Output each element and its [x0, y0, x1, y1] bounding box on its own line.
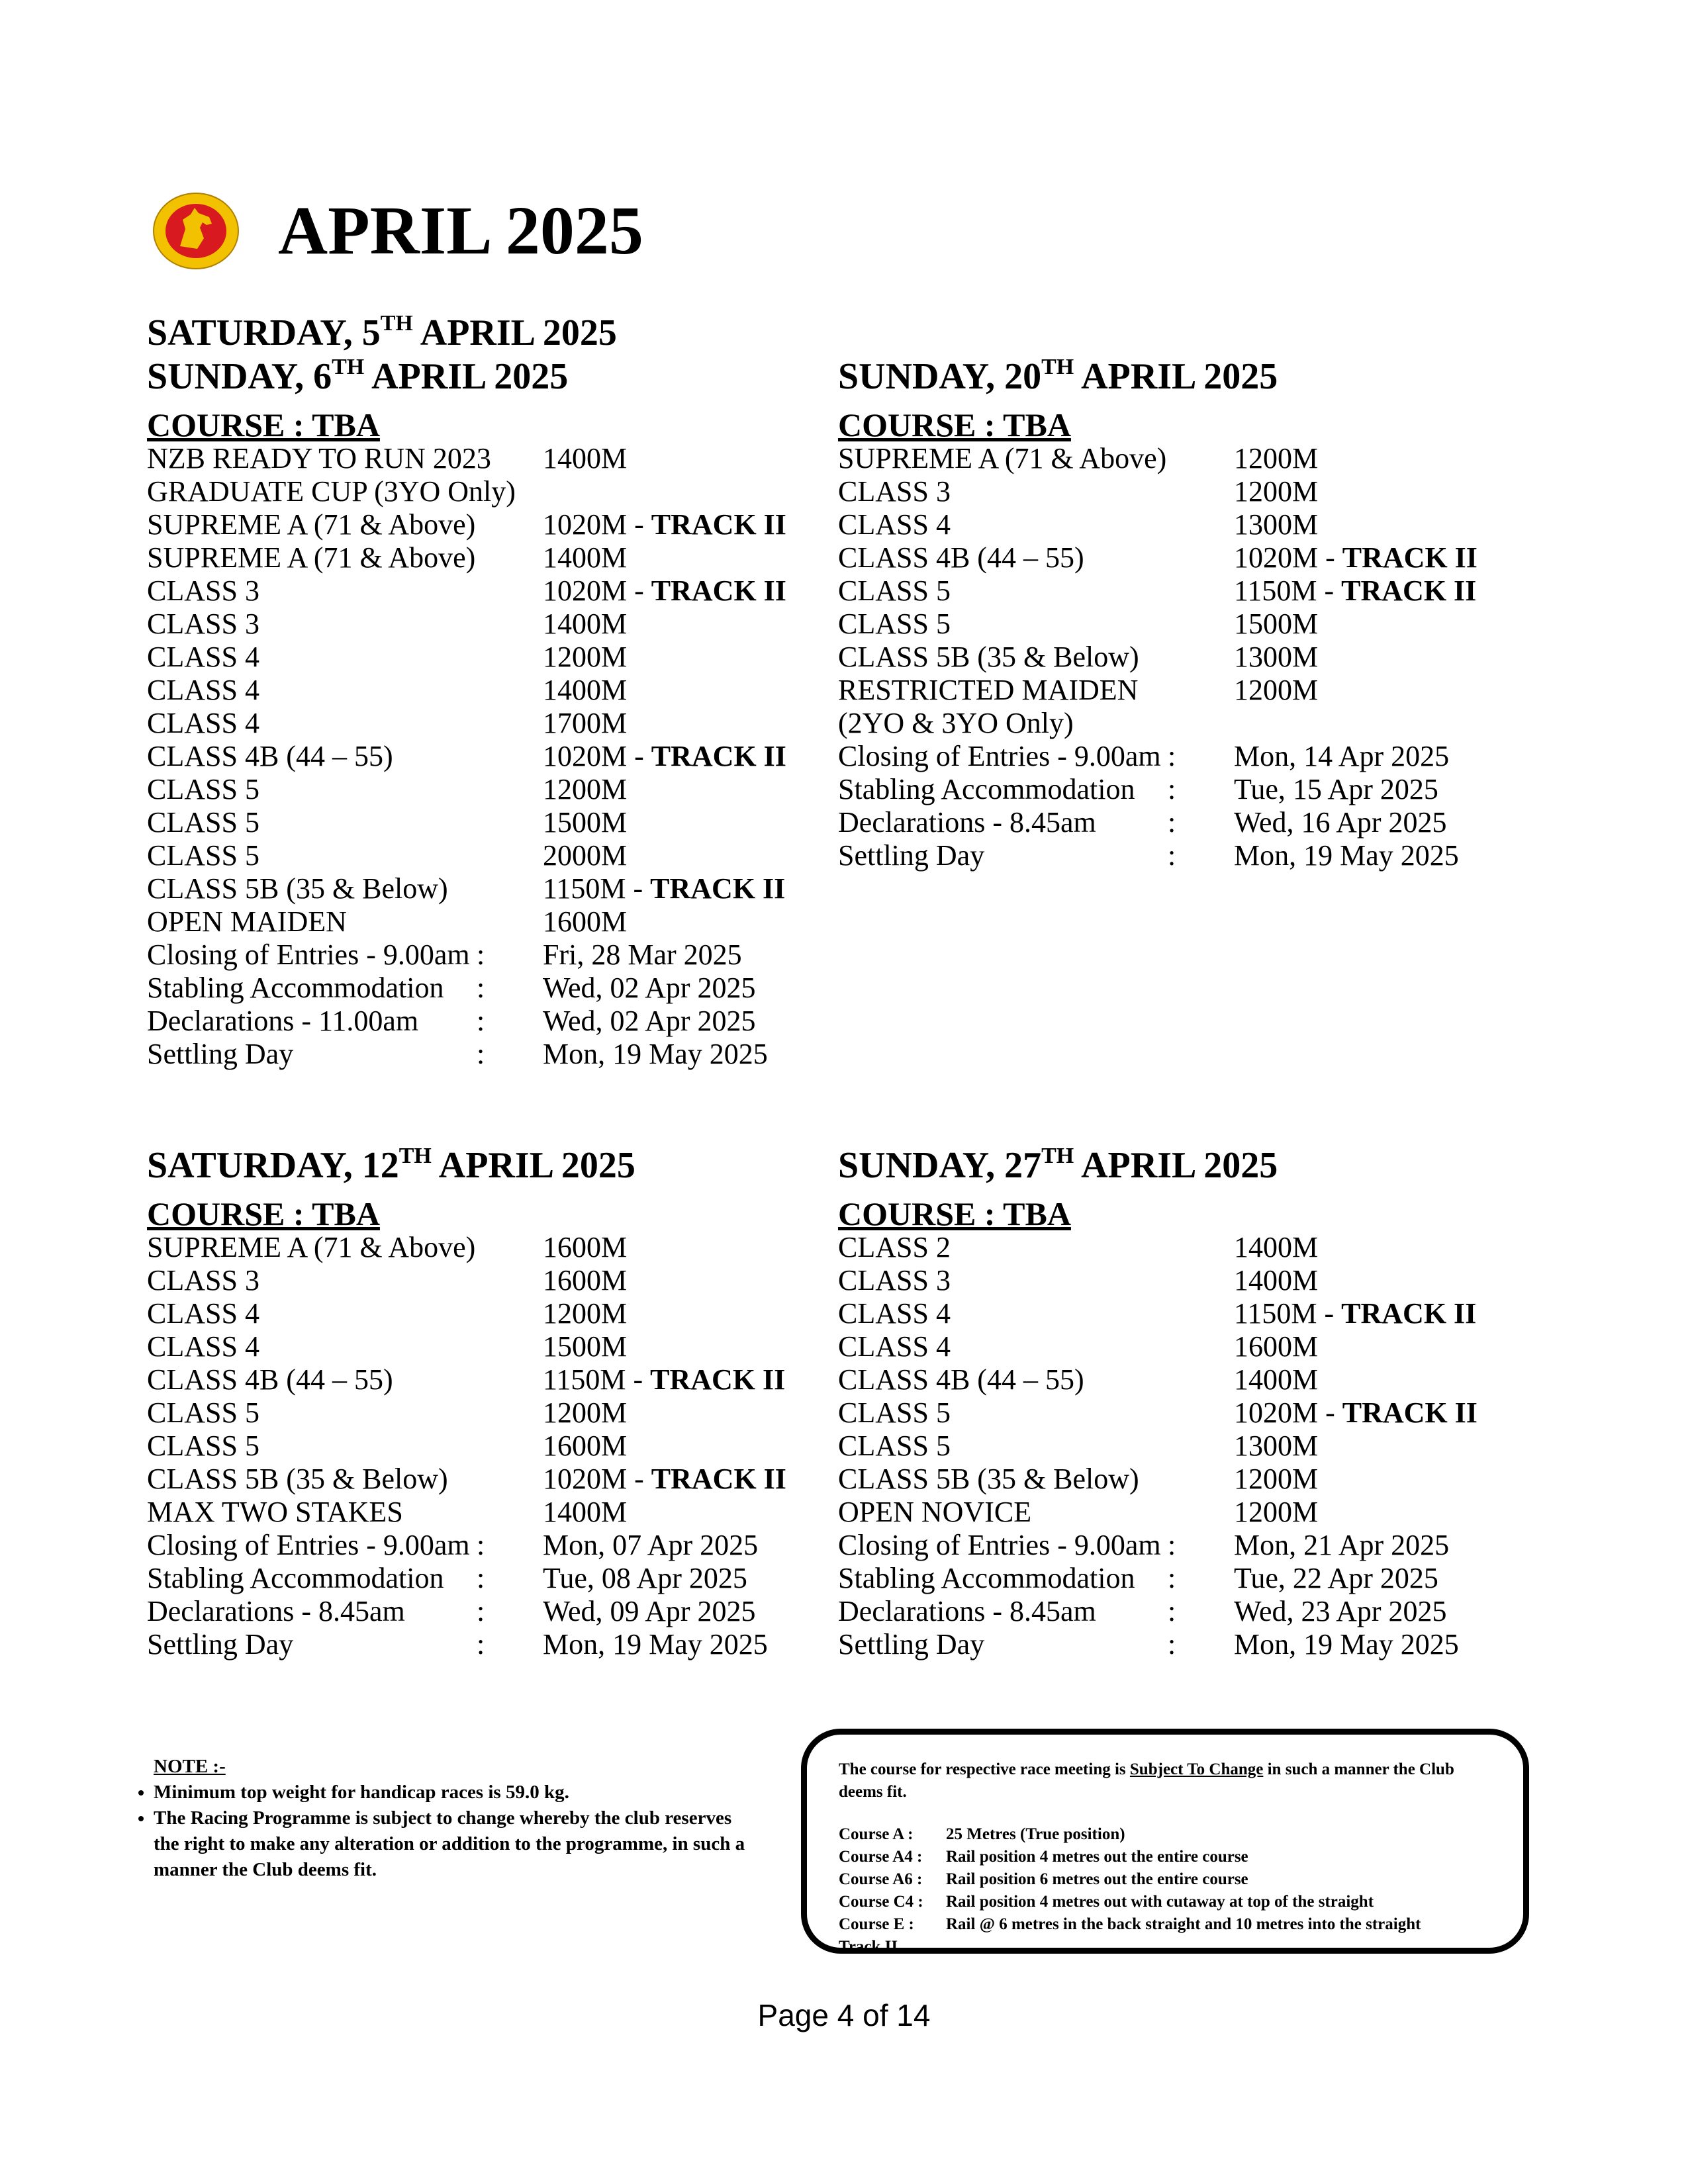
race-distance: 1200M [1234, 1463, 1319, 1495]
race-name: CLASS 4B (44 – 55) [838, 541, 1084, 574]
meeting-block-27-april [838, 1144, 1526, 1661]
race-distance: 1020M - [543, 508, 651, 541]
race-row [838, 674, 1526, 707]
race-name: CLASS 4B (44 – 55) [147, 1363, 393, 1396]
entry-info-value: Mon, 07 Apr 2025 [543, 1529, 759, 1561]
note-item: • The Racing Programme is subject to change whereby the club reserves the right to make any alteration or addition to the programme, in such a manner the Club deems fit. [154, 1805, 761, 1883]
course-definition: Course C4 : Rail position 4 metres out with cutaway at top of the straight [839, 1893, 1374, 1911]
race-distance: 1600M [543, 1231, 628, 1263]
club-logo-icon [151, 191, 241, 271]
entry-info-label: Settling Day [838, 839, 985, 872]
race-name: SUPREME A (71 & Above) [838, 442, 1167, 475]
race-distance: 1020M - [543, 574, 651, 607]
page-title: APRIL 2025 [278, 193, 643, 269]
entry-info-row [147, 1529, 835, 1562]
race-distance: 1300M [1234, 1430, 1319, 1462]
entry-info-separator: : [477, 1529, 485, 1561]
race-row [838, 641, 1526, 674]
race-row [838, 508, 1526, 541]
race-distance: 1200M [1234, 442, 1319, 475]
race-name: CLASS 3 [147, 608, 259, 640]
entry-info-value: Mon, 19 May 2025 [543, 1628, 768, 1661]
race-distance: 1200M [543, 773, 628, 805]
entry-info-label: Closing of Entries - 9.00am [838, 1529, 1161, 1561]
entry-info-separator: : [477, 1038, 485, 1070]
race-name: SUPREME A (71 & Above) [147, 1231, 476, 1263]
course-definition: Track II [839, 1938, 898, 1956]
race-row [838, 707, 1526, 740]
race-name: CLASS 5 [838, 608, 951, 640]
race-distance: 1700M [543, 707, 628, 739]
entry-info-separator: : [477, 972, 485, 1004]
race-distance: 1500M [1234, 608, 1319, 640]
entry-info-separator: : [1168, 1529, 1176, 1561]
race-name: CLASS 4 [147, 641, 259, 673]
race-name: CLASS 4 [147, 1297, 259, 1330]
race-name: CLASS 5B (35 & Below) [147, 1463, 448, 1495]
race-distance: 2000M [543, 839, 628, 872]
note-item: • Minimum top weight for handicap races is 59.0 kg. [154, 1780, 761, 1805]
meeting-block-20-april [838, 355, 1526, 872]
entry-info-separator: : [1168, 1628, 1176, 1661]
entry-info [147, 1529, 835, 1661]
entry-info-value: Wed, 23 Apr 2025 [1234, 1595, 1447, 1627]
race-distance: 1400M [543, 674, 628, 706]
race-distance: 1400M [543, 1496, 628, 1528]
race-row [147, 905, 835, 938]
race-row [147, 475, 835, 508]
meeting-block-5-6-april [147, 311, 835, 1071]
race-name: MAX TWO STAKES [147, 1496, 403, 1528]
race-row [147, 839, 835, 872]
entry-info-row [838, 1628, 1526, 1661]
course-definition: Course E : Rail @ 6 metres in the back straight and 10 metres into the straight [839, 1915, 1421, 1933]
race-row [838, 608, 1526, 641]
course-definition: Course A6 : Rail position 6 metres out the entire course [839, 1870, 1248, 1888]
race-name: CLASS 4 [147, 674, 259, 706]
entry-info-label: Closing of Entries - 9.00am [838, 740, 1161, 772]
course-info-box [801, 1729, 1529, 1954]
race-name: CLASS 5 [147, 839, 259, 872]
entry-info [838, 740, 1526, 872]
race-row [147, 674, 835, 707]
race-row [147, 541, 835, 574]
race-distance: 1150M - [543, 872, 651, 905]
race-distance: 1200M [1234, 674, 1319, 706]
race-distance: 1500M [543, 806, 628, 839]
race-name: CLASS 5 [147, 806, 259, 839]
race-distance: 1020M - [1234, 541, 1342, 574]
entry-info-value: Fri, 28 Mar 2025 [543, 938, 742, 971]
race-name: CLASS 2 [838, 1231, 951, 1263]
course-info-intro: The course for respective race meeting is Subject To Change in such a manner the Club deems fit. [839, 1760, 1454, 1801]
course-label: COURSE : TBA [838, 1195, 1071, 1232]
entry-info-value: Mon, 14 Apr 2025 [1234, 740, 1450, 772]
race-row [147, 1430, 835, 1463]
race-name: CLASS 4 [147, 707, 259, 739]
race-name: RESTRICTED MAIDEN [838, 674, 1139, 706]
page-number: Page 4 of 14 [757, 1998, 931, 2032]
race-distance: 1300M [1234, 508, 1319, 541]
entry-info-value: Mon, 19 May 2025 [1234, 1628, 1459, 1661]
race-row [838, 442, 1526, 475]
race-row [147, 806, 835, 839]
race-name: CLASS 5 [147, 1396, 259, 1429]
race-distance: 1400M [1234, 1363, 1319, 1396]
race-row [147, 773, 835, 806]
race-row [147, 508, 835, 541]
entry-info-separator: : [477, 1562, 485, 1594]
entry-info-value: Wed, 02 Apr 2025 [543, 972, 756, 1004]
race-distance: 1150M - [543, 1363, 651, 1396]
race-distance: 1600M [543, 1430, 628, 1462]
entry-info-label: Closing of Entries - 9.00am [147, 1529, 470, 1561]
race-distance: 1400M [543, 608, 628, 640]
race-row [147, 442, 835, 475]
entry-info-label: Declarations - 8.45am [838, 806, 1096, 839]
race-name: CLASS 4 [838, 1297, 951, 1330]
race-distance: 1150M - [1234, 574, 1342, 607]
entry-info-separator: : [477, 1595, 485, 1627]
race-row [838, 1264, 1526, 1297]
race-row [838, 1430, 1526, 1463]
race-name: CLASS 5 [147, 1430, 259, 1462]
entry-info-row [838, 740, 1526, 773]
race-row [838, 1396, 1526, 1430]
entry-info-row [147, 938, 835, 972]
race-row [838, 1297, 1526, 1330]
entry-info-label: Stabling Accommodation [838, 773, 1135, 805]
course-definition: Course A4 : Rail position 4 metres out the entire course [839, 1848, 1248, 1866]
note-title: NOTE :- [154, 1756, 226, 1777]
race-name: CLASS 5 [838, 1430, 951, 1462]
race-distance: 1400M [543, 541, 628, 574]
race-name: OPEN NOVICE [838, 1496, 1032, 1528]
entry-info-separator: : [1168, 1562, 1176, 1594]
race-name: CLASS 4B (44 – 55) [838, 1363, 1084, 1396]
race-row [838, 1363, 1526, 1396]
entry-info-row [147, 1562, 835, 1595]
race-row [147, 1496, 835, 1529]
course-label: COURSE : TBA [838, 406, 1071, 443]
meeting-date-heading: SUNDAY, 6TH APRIL 2025 [147, 355, 569, 397]
meeting-date-heading: SATURDAY, 12TH APRIL 2025 [147, 1144, 635, 1186]
race-list [838, 442, 1526, 740]
race-row [147, 1463, 835, 1496]
race-name: CLASS 5B (35 & Below) [147, 872, 448, 905]
race-row [147, 608, 835, 641]
entry-info [147, 938, 835, 1071]
race-name: CLASS 3 [838, 475, 951, 508]
meeting-date-heading: SUNDAY, 20TH APRIL 2025 [838, 355, 1278, 397]
entry-info-value: Wed, 09 Apr 2025 [543, 1595, 756, 1627]
race-distance: 1200M [543, 1297, 628, 1330]
entry-info-label: Declarations - 8.45am [838, 1595, 1096, 1627]
race-track: TRACK II [1342, 1396, 1477, 1429]
race-distance: 1200M [1234, 1496, 1319, 1528]
race-name: CLASS 4 [838, 508, 951, 541]
entry-info-value: Mon, 19 May 2025 [1234, 839, 1459, 872]
entry-info-row [838, 1595, 1526, 1628]
race-distance: 1400M [543, 442, 628, 475]
course-label: COURSE : TBA [147, 406, 380, 443]
entry-info-label: Declarations - 8.45am [147, 1595, 405, 1627]
race-list [147, 1231, 835, 1529]
race-name: CLASS 3 [147, 1264, 259, 1297]
entry-info [838, 1529, 1526, 1661]
race-track: TRACK II [1341, 574, 1477, 607]
entry-info-row [147, 972, 835, 1005]
race-distance: 1200M [543, 1396, 628, 1429]
race-name: SUPREME A (71 & Above) [147, 541, 476, 574]
race-track: TRACK II [1341, 1297, 1477, 1330]
race-track: TRACK II [651, 574, 786, 607]
race-row [147, 1363, 835, 1396]
note-section [99, 1754, 761, 1883]
entry-info-label: Settling Day [838, 1628, 985, 1661]
entry-info-separator: : [1168, 806, 1176, 839]
entry-info-value: Mon, 21 Apr 2025 [1234, 1529, 1450, 1561]
race-name: CLASS 4 [838, 1330, 951, 1363]
entry-info-value: Mon, 19 May 2025 [543, 1038, 768, 1070]
race-name: NZB READY TO RUN 2023 [147, 442, 491, 475]
page-header [151, 188, 643, 274]
race-name: CLASS 3 [838, 1264, 951, 1297]
entry-info-separator: : [477, 1628, 485, 1661]
entry-info-value: Tue, 08 Apr 2025 [543, 1562, 747, 1594]
race-name: CLASS 4B (44 – 55) [147, 740, 393, 772]
race-row [838, 1496, 1526, 1529]
entry-info-separator: : [1168, 740, 1176, 772]
race-row [147, 1297, 835, 1330]
race-row [838, 574, 1526, 608]
meeting-date-heading: SATURDAY, 5TH APRIL 2025 [147, 311, 617, 353]
race-name: CLASS 5 [147, 773, 259, 805]
note-list [99, 1780, 761, 1883]
entry-info-row [838, 1562, 1526, 1595]
race-track: TRACK II [651, 1463, 786, 1495]
entry-info-row [838, 806, 1526, 839]
entry-info-value: Tue, 15 Apr 2025 [1234, 773, 1438, 805]
race-name: CLASS 4 [147, 1330, 259, 1363]
entry-info-separator: : [1168, 773, 1176, 805]
meeting-date-heading: SUNDAY, 27TH APRIL 2025 [838, 1144, 1278, 1186]
entry-info-label: Stabling Accommodation [838, 1562, 1135, 1594]
race-list [147, 442, 835, 938]
race-row [147, 872, 835, 905]
entry-info-row [147, 1595, 835, 1628]
race-name: CLASS 3 [147, 574, 259, 607]
entry-info-row [838, 1529, 1526, 1562]
race-distance: 1500M [543, 1330, 628, 1363]
race-row [147, 1231, 835, 1264]
race-name: (2YO & 3YO Only) [838, 707, 1074, 739]
race-row [147, 707, 835, 740]
entry-info-row [838, 773, 1526, 806]
entry-info-row [838, 839, 1526, 872]
race-row [147, 1396, 835, 1430]
entry-info-value: Wed, 02 Apr 2025 [543, 1005, 756, 1037]
entry-info-label: Closing of Entries - 9.00am [147, 938, 470, 971]
race-row [838, 475, 1526, 508]
race-row [838, 541, 1526, 574]
race-name: CLASS 5B (35 & Below) [838, 641, 1139, 673]
race-row [147, 574, 835, 608]
race-row [838, 1231, 1526, 1264]
race-name: OPEN MAIDEN [147, 905, 347, 938]
race-row [838, 1463, 1526, 1496]
entry-info-separator: : [477, 938, 485, 971]
race-row [147, 1330, 835, 1363]
entry-info-label: Settling Day [147, 1038, 294, 1070]
meeting-block-12-april [147, 1144, 835, 1661]
race-row [147, 740, 835, 773]
race-row [838, 1330, 1526, 1363]
entry-info-label: Declarations - 11.00am [147, 1005, 419, 1037]
race-distance: 1020M - [1234, 1396, 1342, 1429]
race-name: CLASS 5B (35 & Below) [838, 1463, 1139, 1495]
race-name: SUPREME A (71 & Above) [147, 508, 476, 541]
race-track: TRACK II [651, 508, 786, 541]
race-distance: 1600M [1234, 1330, 1319, 1363]
entry-info-row [147, 1005, 835, 1038]
race-name: CLASS 5 [838, 1396, 951, 1429]
entry-info-row [147, 1628, 835, 1661]
race-track: TRACK II [650, 872, 786, 905]
race-track: TRACK II [650, 1363, 786, 1396]
race-distance: 1020M - [543, 1463, 651, 1495]
entry-info-label: Stabling Accommodation [147, 972, 444, 1004]
entry-info-value: Wed, 16 Apr 2025 [1234, 806, 1447, 839]
race-distance: 1600M [543, 1264, 628, 1297]
race-row [147, 641, 835, 674]
entry-info-separator: : [1168, 839, 1176, 872]
race-distance: 1300M [1234, 641, 1319, 673]
race-list [838, 1231, 1526, 1529]
race-distance: 1150M - [1234, 1297, 1342, 1330]
race-row [147, 1264, 835, 1297]
course-label: COURSE : TBA [147, 1195, 380, 1232]
race-distance: 1400M [1234, 1264, 1319, 1297]
race-track: TRACK II [1342, 541, 1477, 574]
entry-info-separator: : [477, 1005, 485, 1037]
race-distance: 1400M [1234, 1231, 1319, 1263]
course-definition: Course A : 25 Metres (True position) [839, 1825, 1125, 1843]
entry-info-value: Tue, 22 Apr 2025 [1234, 1562, 1438, 1594]
race-distance: 1020M - [543, 740, 651, 772]
race-distance: 1200M [543, 641, 628, 673]
race-name: CLASS 5 [838, 574, 951, 607]
entry-info-row [147, 1038, 835, 1071]
race-distance: 1200M [1234, 475, 1319, 508]
entry-info-label: Settling Day [147, 1628, 294, 1661]
race-distance: 1600M [543, 905, 628, 938]
entry-info-label: Stabling Accommodation [147, 1562, 444, 1594]
entry-info-separator: : [1168, 1595, 1176, 1627]
race-name: GRADUATE CUP (3YO Only) [147, 475, 516, 508]
race-track: TRACK II [651, 740, 786, 772]
